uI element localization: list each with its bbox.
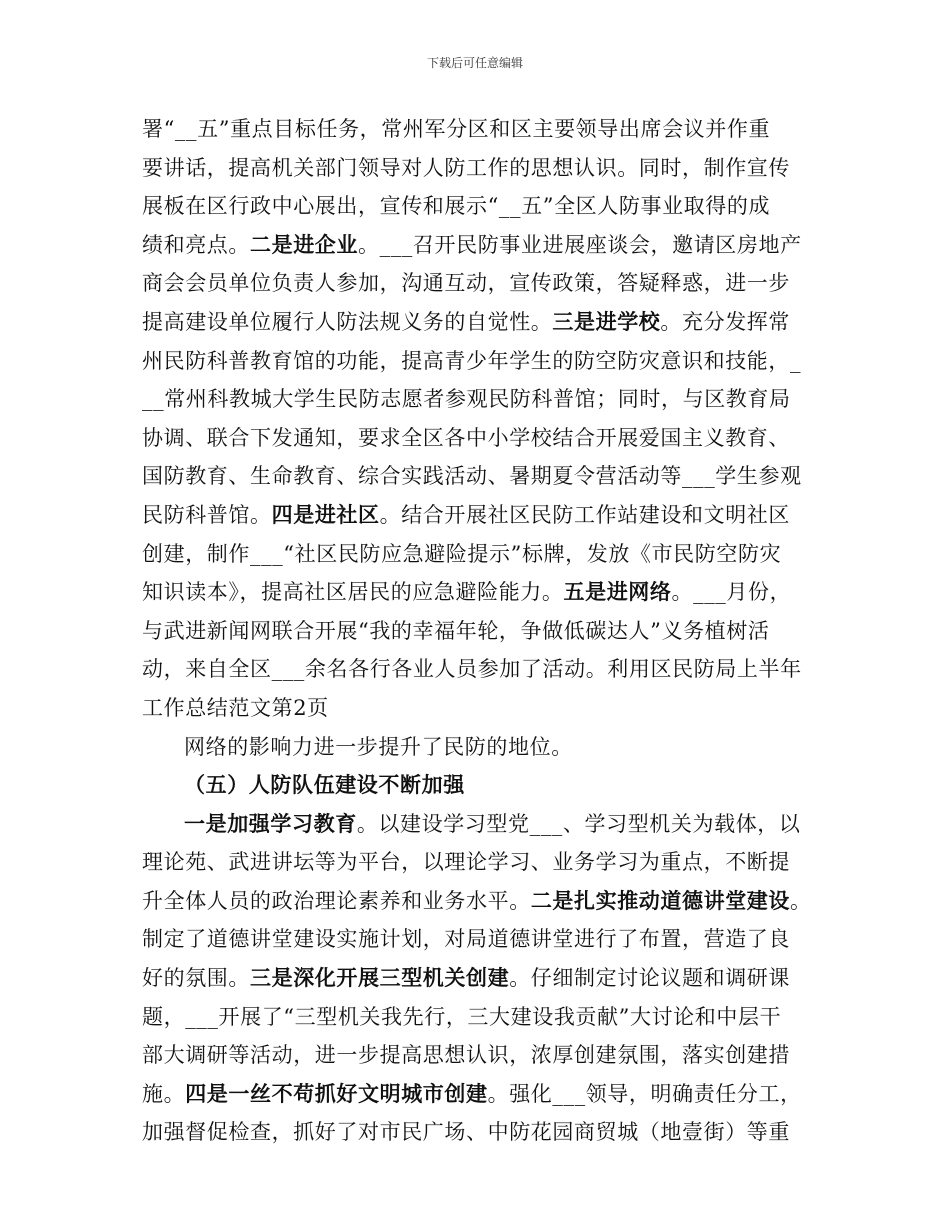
text-line [142,998,832,1037]
text-segment: 协调、联合下发通知，要求全区各中小学校结合开展爱国主义教育、 [142,425,790,450]
bold-phrase: 四是一丝不苟抓好文明城市创建 [185,1081,488,1106]
text-line [142,689,832,728]
text-line [142,882,832,921]
text-segment: 。充分发挥常 [660,309,791,334]
text-segment: 制定了道德讲堂建设实施计划，对局道德讲堂进行了布置，营造了良 [142,927,790,952]
bold-phrase: 五是进网络 [563,580,672,605]
text-segment: 。以建设学习型党___、学习型机关为载体，以 [356,811,801,836]
text-line [142,496,832,535]
bold-phrase: 二是进企业 [250,232,358,257]
text-segment: 。___月份， [671,580,792,605]
text-segment: 。强化___领导，明确责任分工， [487,1081,802,1106]
bold-phrase: （五）人防队伍建设不断加强 [184,773,465,798]
text-line [142,457,832,496]
text-segment: 创建，制作___“社区民防应急避险提示”标牌，发放《市民防空防灾 [142,541,782,566]
text-line [142,650,832,689]
bold-phrase: 四是进社区 [271,502,380,527]
text-segment: 。___召开民防事业进展座谈会，邀请区房地产 [358,232,802,257]
text-line [142,419,832,458]
text-segment: 理论苑、武进讲坛等为平台，以理论学习、业务学习为重点，不断提 [142,850,790,875]
text-line [142,342,832,381]
text-segment: 国防教育、生命教育、综合实践活动、暑期夏令营活动等___学生参观 [142,464,802,489]
text-line [142,380,832,419]
text-line [142,187,832,226]
text-segment: 与武进新闻网联合开展“我的幸福年轮，争做低碳达人”义务植树活 [142,618,770,643]
text-segment: 州民防科普教育馆的功能，提高青少年学生的防空防灾意识和技能，_ [142,348,802,373]
text-segment: 知识读本》，提高社区居民的应急避险能力。 [142,580,564,605]
text-segment: 绩和亮点。 [142,232,250,257]
page-header: 下载后可任意编辑 [426,56,523,70]
text-line [142,226,832,265]
text-segment: 。仔细制定讨论议题和调研课 [509,966,791,991]
text-segment: 民防科普馆。 [142,502,272,527]
bold-phrase: 三是深化开展三型机关创建 [250,966,510,991]
text-line [142,264,832,303]
text-segment: 工作总结范文第2页 [142,695,329,720]
text-segment: 题，___开展了“三型机关我先行，三大建设我贡献”大讨论和中层干 [142,1004,782,1029]
text-line [142,766,832,805]
text-segment: __常州科教城大学生民防志愿者参观民防科普馆；同时，与区教育局 [142,387,791,412]
text-line [142,843,832,882]
text-segment: 好的氛围。 [142,966,250,991]
text-segment: 要讲话，提高机关部门领导对人防工作的思想认识。同时，制作宣传 [142,155,790,180]
text-segment: 提高建设单位履行人防法规义务的自觉性。 [142,309,553,334]
text-segment: 。 [790,888,812,913]
bold-phrase: 三是进学校 [552,309,661,334]
text-line [142,110,832,149]
text-segment: 网络的影响力进一步提升了民防的地位。 [184,734,573,759]
text-line [142,1036,832,1075]
bold-phrase: 二是扎实推动道德讲堂建设 [530,888,791,913]
text-line [142,805,832,844]
text-line [142,728,832,767]
text-line [142,303,832,342]
text-segment: 升全体人员的政治理论素养和业务水平。 [142,888,531,913]
text-line [142,612,832,651]
text-segment: 施。 [142,1081,186,1106]
text-line [142,573,832,612]
text-segment: 部大调研等活动，进一步提高思想认识，浓厚创建氛围，落实创建措 [142,1043,790,1068]
text-line [142,959,832,998]
text-segment: 。结合开展社区民防工作站建设和文明社区 [379,502,791,527]
text-line [142,1075,832,1114]
text-segment: 展板在区行政中心展出，宣传和展示“__五”全区人防事业取得的成 [142,194,771,219]
text-line [142,149,832,188]
text-segment: 商会会员单位负责人参加，沟通互动，宣传政策，答疑释惑，进一步 [142,271,790,296]
document-body [142,110,832,1152]
text-segment: 动，来自全区___余名各行各业人员参加了活动。利用区民防局上半年 [142,657,802,682]
text-line [142,1113,832,1152]
text-line [142,920,832,959]
text-line [142,535,832,574]
text-segment: 加强督促检查，抓好了对市民广场、中防花园商贸城（地壹街）等重 [142,1120,790,1145]
bold-phrase: 一是加强学习教育 [184,811,357,836]
text-segment: 署“__五”重点目标任务，常州军分区和区主要领导出席会议并作重 [142,117,771,141]
